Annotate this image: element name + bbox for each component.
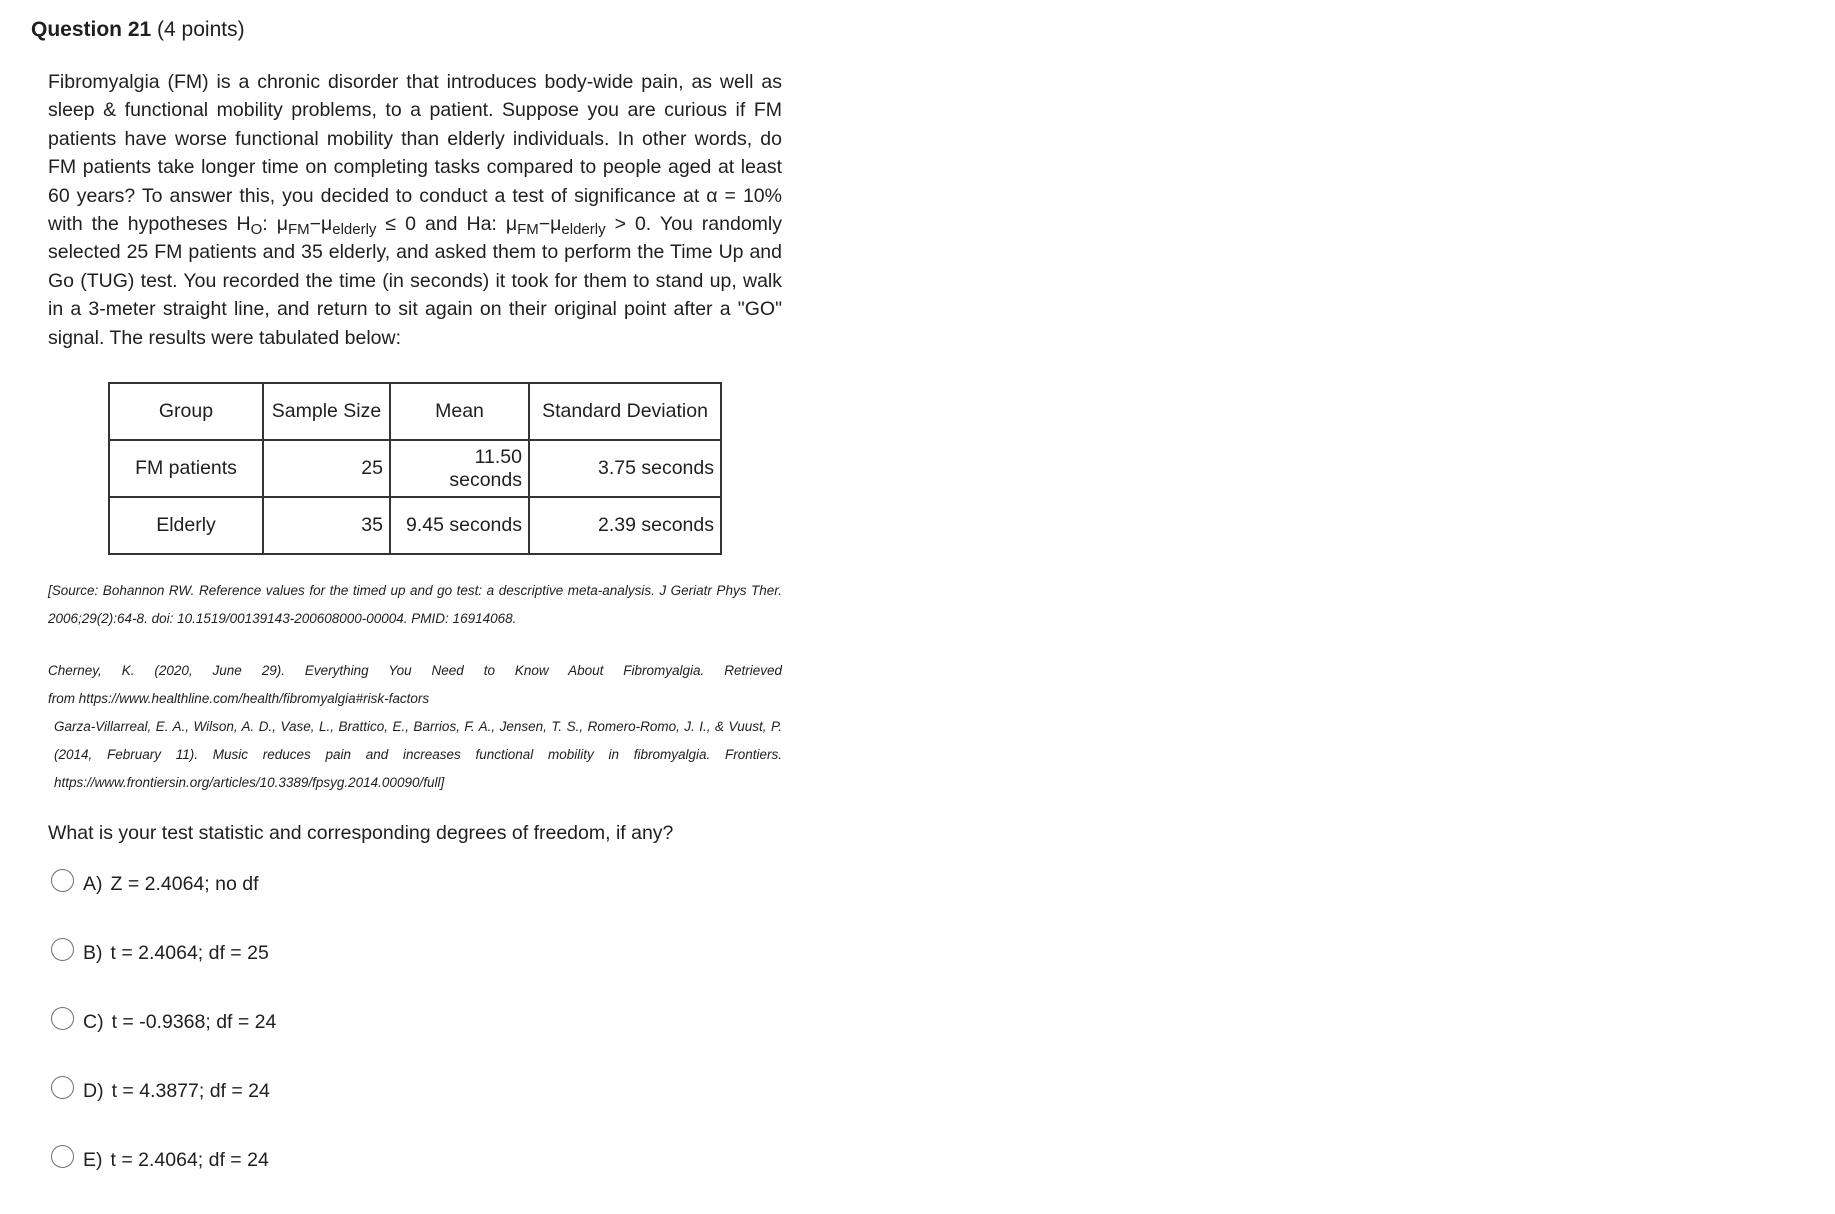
header-sample-size: Sample Size (263, 383, 390, 440)
choice-e[interactable] (51, 1145, 782, 1175)
source-citations (48, 577, 782, 797)
citation-cherney: Cherney, K. (2020, June 29). Everything You Need to Know About Fibromyalgia. Retrieved (48, 663, 782, 679)
intro-text: ≤ 0 and Ha: μ (376, 213, 518, 236)
choice-text: t = -0.9368; df = 24 (111, 1010, 277, 1033)
table-row (109, 497, 721, 554)
intro-text: Fibromyalgia (FM) is a chronic disorder that introduces body-wide pain, as well as sleep & functional mobility problems, to a patient. Suppose you are curious if FM patients have worse functional mobility than elderly individuals. In other words, do FM patients take longer time on completing tasks compared to people aged at least 60 years? To answer this, you decided to conduct a test of significance at α = 10% with the hypotheses H (48, 71, 782, 236)
intro-text: −μ (309, 213, 333, 236)
header-standard-deviation: Standard Deviation (529, 383, 721, 440)
citation-cherney-url: from https://www.healthline.com/health/fibromyalgia#risk-factors (48, 691, 430, 707)
question-body (31, 68, 782, 1175)
citation-garza-villarreal: Garza-Villarreal, E. A., Wilson, A. D., Vase, L., Brattico, E., Barrios, F. A., Jensen, T. S., Romero-Romo, J. I., & Vuust, P. (2014, February 11). Music reduces pain and increases functional mobility in fibromyalgia. Frontiers. https://www.frontiersin.org/articles/10.3389/fpsyg.2014.00090/full] (54, 719, 782, 791)
answer-choices (48, 869, 782, 1175)
radio-button-icon[interactable] (51, 1145, 74, 1168)
choice-b[interactable] (51, 938, 782, 968)
question-prompt: What is your test statistic and corresponding degrees of freedom, if any? (48, 822, 674, 845)
question-container (31, 16, 791, 1214)
mu-subscript: elderly (332, 221, 377, 239)
citation-bohannon: [Source: Bohannon RW. Reference values for the timed up and go test: a descriptive meta-analysis. J Geriatr Phys Ther. 2006;29(2):64-8. doi: 10.1519/00139143-200608000-00004. PMID: 16914068. (48, 583, 782, 627)
header-mean: Mean (390, 383, 529, 440)
question-points: (4 points) (157, 18, 245, 41)
choice-d[interactable] (51, 1076, 782, 1106)
header-group: Group (109, 383, 263, 440)
choice-a[interactable] (51, 869, 782, 899)
radio-button-icon[interactable] (51, 1076, 74, 1099)
choice-letter: B) (83, 941, 103, 964)
cell-standard-deviation: 3.75 seconds (529, 440, 721, 497)
choice-letter: C) (83, 1010, 104, 1033)
radio-button-icon[interactable] (51, 1007, 74, 1030)
cell-group: FM patients (109, 440, 263, 497)
h0-subscript: O (250, 221, 263, 239)
choice-text: t = 2.4064; df = 24 (110, 1148, 269, 1171)
question-intro (48, 68, 782, 352)
mu-subscript: FM (287, 221, 310, 239)
cell-standard-deviation: 2.39 seconds (529, 497, 721, 554)
intro-text: > 0. You randomly selected 25 FM patients and 35 elderly, and asked them to perform the Time Up and Go (TUG) test. You recorded the time (in seconds) it took for them to stand up, walk in a 3-meter straight line, and return to sit again on their original point after a "GO" signal. The results were tabulated below: (48, 213, 782, 349)
cell-mean: 11.50 seconds (390, 440, 529, 497)
cell-mean: 9.45 seconds (390, 497, 529, 554)
intro-text: : μ (262, 213, 288, 236)
intro-text: −μ (538, 213, 562, 236)
cell-group: Elderly (109, 497, 263, 554)
choice-letter: E) (83, 1148, 103, 1171)
citation-spacer (48, 633, 782, 657)
radio-button-icon[interactable] (51, 869, 74, 892)
cell-sample-size: 35 (263, 497, 390, 554)
choice-text: t = 2.4064; df = 25 (110, 941, 269, 964)
table-row (109, 440, 721, 497)
mu-subscript: FM (517, 221, 539, 239)
choice-letter: D) (83, 1079, 104, 1102)
choice-c[interactable] (51, 1007, 782, 1037)
question-header (31, 16, 791, 44)
choice-letter: A) (83, 872, 103, 895)
choice-text: t = 4.3877; df = 24 (111, 1079, 270, 1102)
question-title: Question 21 (31, 18, 152, 41)
mu-subscript: elderly (561, 221, 606, 239)
radio-button-icon[interactable] (51, 938, 74, 961)
results-table (108, 382, 722, 555)
table-header-row (109, 383, 721, 440)
cell-sample-size: 25 (263, 440, 390, 497)
choice-text: Z = 2.4064; no df (110, 872, 259, 895)
